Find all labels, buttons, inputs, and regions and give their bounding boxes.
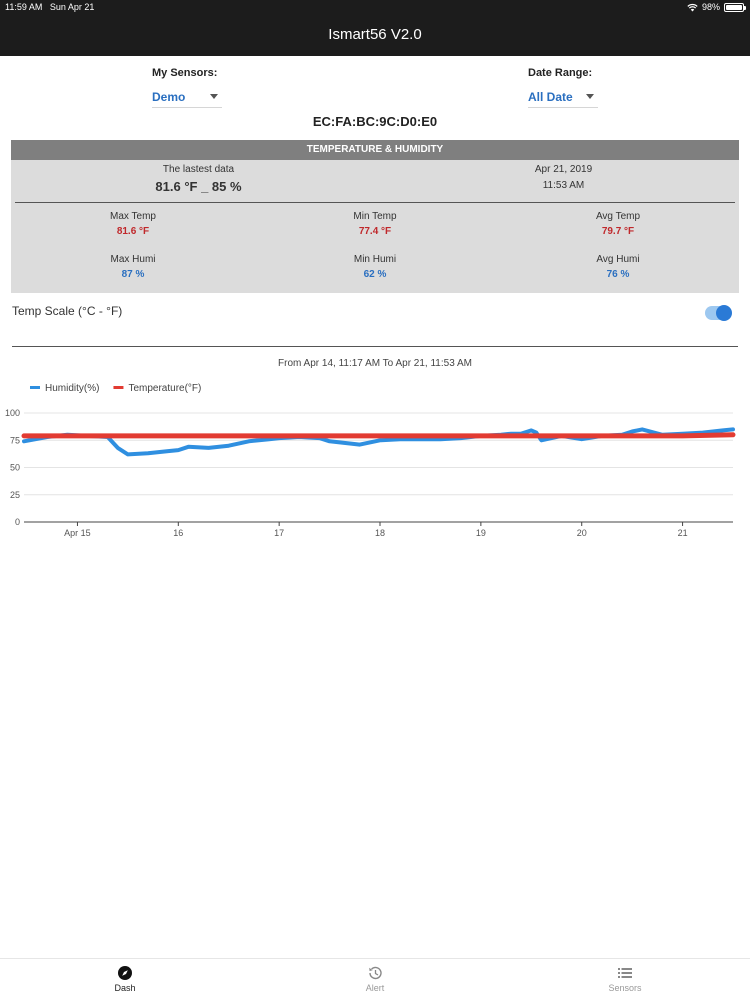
humidity-series-line bbox=[24, 429, 733, 454]
nav-bar bbox=[0, 14, 750, 56]
y-tick-label: 25 bbox=[9, 489, 20, 500]
avg-temp-value: 79.7 °F bbox=[601, 226, 635, 237]
section-divider bbox=[12, 346, 738, 347]
latest-timestamp bbox=[476, 164, 651, 191]
battery-percent: 98% bbox=[701, 2, 720, 12]
status-bar bbox=[0, 0, 750, 14]
tab-sensors-label: Sensors bbox=[608, 983, 642, 993]
tab-alert-label: Alert bbox=[365, 983, 385, 993]
tab-sensors[interactable] bbox=[500, 959, 750, 1000]
avg-humi-label: Avg Humi bbox=[596, 254, 640, 265]
temp-scale-toggle[interactable] bbox=[705, 306, 731, 320]
tab-dash-label: Dash bbox=[114, 983, 136, 993]
max-temp bbox=[71, 211, 195, 237]
y-tick-label: 100 bbox=[4, 408, 20, 418]
avg-humi bbox=[556, 254, 680, 280]
tab-dash[interactable] bbox=[0, 959, 250, 1000]
avg-temp bbox=[556, 211, 680, 237]
list-icon bbox=[617, 965, 633, 981]
tab-bar bbox=[0, 958, 750, 1000]
latest-label: The lastest data bbox=[162, 164, 235, 175]
sensor-picker-label: My Sensors: bbox=[152, 67, 218, 79]
max-humi-value: 87 % bbox=[121, 269, 145, 280]
min-temp-label: Min Temp bbox=[353, 211, 397, 222]
max-humi bbox=[71, 254, 195, 280]
avg-humi-value: 76 % bbox=[606, 269, 630, 280]
sensor-picker-value: Demo bbox=[152, 89, 186, 104]
temperature-series-line bbox=[24, 435, 733, 436]
max-temp-label: Max Temp bbox=[110, 211, 156, 222]
history-icon bbox=[367, 965, 383, 981]
panel-divider bbox=[15, 202, 735, 203]
status-time: 11:59 AM bbox=[5, 2, 43, 12]
sensor-picker[interactable] bbox=[152, 86, 222, 108]
battery-fill bbox=[726, 5, 742, 10]
legend-swatch bbox=[30, 386, 40, 389]
app-title: Ismart56 V2.0 bbox=[328, 26, 422, 43]
x-tick-label: 16 bbox=[173, 528, 184, 538]
humidity-temperature-chart bbox=[0, 375, 750, 545]
temp-scale-label: Temp Scale (°C - °F) bbox=[12, 304, 123, 318]
panel-title: TEMPERATURE & HUMIDITY bbox=[11, 140, 739, 160]
battery-icon bbox=[724, 3, 744, 12]
legend-label: Temperature(°F) bbox=[128, 383, 202, 394]
min-temp bbox=[313, 211, 437, 237]
range-picker-label: Date Range: bbox=[528, 67, 593, 79]
y-tick-label: 50 bbox=[9, 462, 20, 473]
min-temp-value: 77.4 °F bbox=[358, 226, 392, 237]
compass-icon bbox=[117, 965, 133, 981]
x-tick-label: 17 bbox=[274, 528, 285, 538]
x-tick-label: 18 bbox=[375, 528, 386, 538]
latest-data bbox=[111, 164, 286, 194]
status-time-date bbox=[5, 2, 94, 12]
y-tick-label: 75 bbox=[9, 435, 20, 446]
latest-value: 81.6 °F _ 85 % bbox=[155, 179, 242, 194]
status-right bbox=[687, 2, 744, 12]
x-tick-label: 21 bbox=[677, 528, 688, 538]
tab-alert[interactable] bbox=[250, 959, 500, 1000]
chevron-down-icon bbox=[210, 94, 218, 99]
range-picker-value: All Date bbox=[528, 89, 573, 104]
min-humi bbox=[313, 254, 437, 280]
latest-time: 11:53 AM bbox=[542, 180, 585, 191]
y-tick-label: 0 bbox=[14, 517, 20, 527]
x-tick-label: 19 bbox=[475, 528, 486, 538]
avg-temp-label: Avg Temp bbox=[595, 211, 641, 222]
legend-label: Humidity(%) bbox=[45, 383, 100, 394]
toggle-knob bbox=[716, 305, 732, 321]
max-temp-value: 81.6 °F bbox=[116, 226, 150, 237]
min-humi-value: 62 % bbox=[363, 269, 387, 280]
max-humi-label: Max Humi bbox=[110, 254, 156, 265]
device-id: EC:FA:BC:9C:D0:E0 bbox=[312, 114, 438, 129]
wifi-icon bbox=[687, 3, 698, 12]
latest-date: Apr 21, 2019 bbox=[534, 164, 593, 175]
x-tick-label: Apr 15 bbox=[64, 528, 91, 538]
legend-swatch bbox=[113, 386, 123, 389]
temp-humidity-panel bbox=[11, 140, 739, 293]
range-picker[interactable] bbox=[528, 86, 598, 108]
chart-range-text: From Apr 14, 11:17 AM To Apr 21, 11:53 AM bbox=[278, 358, 472, 369]
min-humi-label: Min Humi bbox=[353, 254, 397, 265]
chevron-down-icon bbox=[586, 94, 594, 99]
x-tick-label: 20 bbox=[576, 528, 587, 538]
status-date: Sun Apr 21 bbox=[49, 2, 95, 12]
